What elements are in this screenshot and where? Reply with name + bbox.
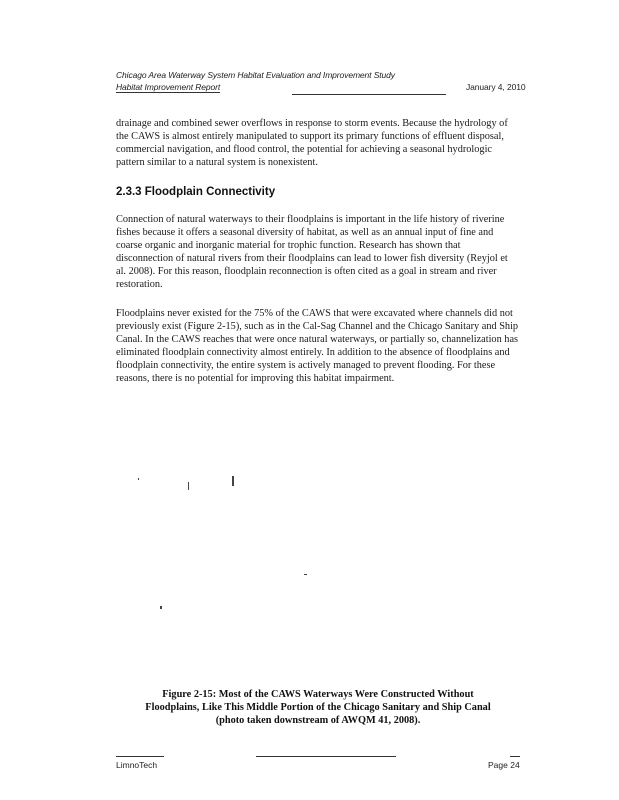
figure-photo (116, 410, 520, 680)
header-date: January 4, 2010 (466, 82, 526, 92)
header-rule (292, 94, 446, 95)
caption-line-3: (photo taken downstream of AWQM 41, 2008). (215, 715, 421, 726)
section-heading: 2.3.3 Floodplain Connectivity (116, 186, 276, 198)
footer-rule-middle (256, 756, 396, 757)
paragraph-floodplain-absence: Floodplains never existed for the 75% of the CAWS that were excavated where channels did not previously exist (Figure 2-15), such as in the Cal-Sag Channel and the Chicago Sanitary and Ship Canal. In the CAWS reaches that were once natural waterways, or partially so, channelization has eliminated floodplain connectivity almost entirely. In addition to the absence of floodplains and floodplain connectivity, the entire system is actively managed to prevent flooding. For these reasons, there is no potential for improving this habitat impairment. (116, 308, 519, 384)
footer-company: LimnoTech (116, 760, 158, 770)
photo-artifact (160, 606, 162, 609)
photo-artifact (188, 482, 189, 490)
footer-rule-right (510, 756, 520, 757)
figure-caption (108, 688, 528, 727)
footer-page-number: Page 24 (488, 760, 520, 770)
header-study-title: Chicago Area Waterway System Habitat Evaluation and Improvement Study (116, 70, 395, 80)
paragraph-floodplain-connection: Connection of natural waterways to their floodplains is important in the life history of riverine fishes because it offers a seasonal diversity of habitat, as well as an annual input of fine and coarse organic and inorganic material for trophic function. Research has shown that disconnection of natural rivers from their floodplains can lead to lower fish diversity (Reyjol et al. 2008). For this reason, floodplain reconnection is often cited as a goal in stream and river restoration. (116, 214, 508, 290)
photo-artifact (232, 476, 234, 486)
footer-rule-left (116, 756, 164, 757)
header-report-title: Habitat Improvement Report (116, 82, 221, 92)
photo-artifact (304, 574, 307, 575)
paragraph-hydrology: drainage and combined sewer overflows in response to storm events. Because the hydrology of the CAWS is almost entirely manipulated to support its primary functions of effluent disposal, commercial navigation, and flood control, the potential for achieving a seasonal hydrologic pattern similar to a natural system is nonexistent. (116, 118, 508, 168)
caption-line-1: Figure 2-15: Most of the CAWS Waterways Were Constructed Without (162, 689, 474, 700)
caption-line-2: Floodplains, Like This Middle Portion of the Chicago Sanitary and Ship Canal (145, 702, 491, 713)
photo-artifact (138, 478, 139, 480)
